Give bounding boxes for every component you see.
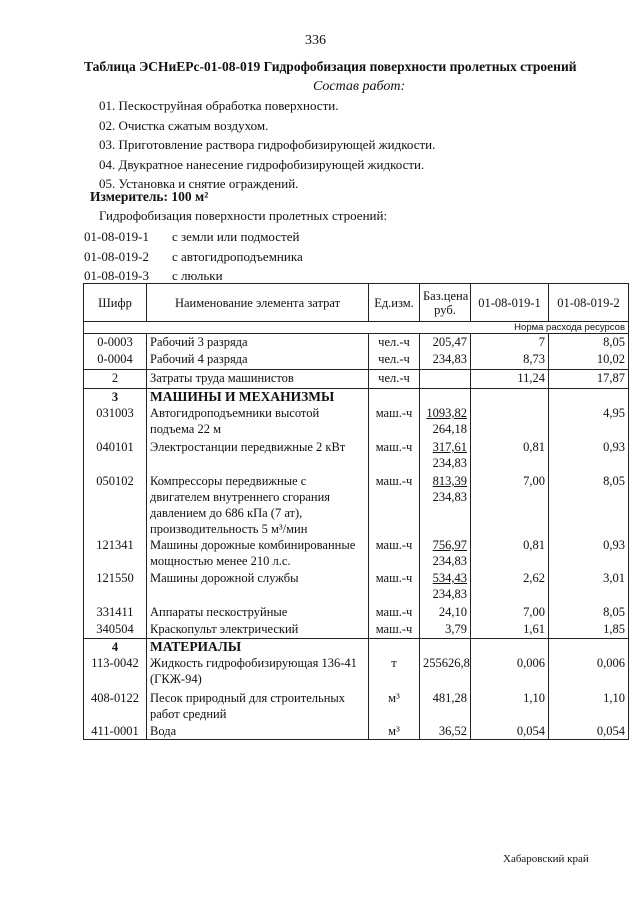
- footer-region: Хабаровский край: [503, 853, 589, 865]
- cell-unit: м³: [369, 723, 420, 740]
- cell-price: 3,79: [420, 621, 471, 639]
- cell-price: 205,47: [420, 334, 471, 352]
- cell-code: 031003: [84, 405, 147, 439]
- cell-price: [420, 370, 471, 389]
- price-secondary: 234,83: [432, 456, 467, 470]
- cell-code: 121550: [84, 570, 147, 604]
- table-row: [84, 570, 629, 604]
- table-row: [84, 405, 629, 439]
- header-cell: Ед.изм.: [369, 284, 420, 322]
- cell-v1: 7: [471, 334, 549, 352]
- table-row: [84, 723, 629, 740]
- cell-unit: маш.-ч: [369, 439, 420, 473]
- cell-price: 481,28: [420, 690, 471, 723]
- cell-code: 340504: [84, 621, 147, 639]
- cell-v1: 1,10: [471, 690, 549, 723]
- works-list: [99, 96, 435, 194]
- cell-name: Вода: [147, 723, 369, 740]
- cell-v2: 10,02: [549, 351, 629, 370]
- header-cell: 01-08-019-2: [549, 284, 629, 322]
- price-secondary: 264,18: [432, 422, 467, 436]
- cell-price: 36,52: [420, 723, 471, 740]
- cell-name: МАШИНЫ И МЕХАНИЗМЫ: [147, 389, 369, 406]
- cell-price: 234,83: [420, 351, 471, 370]
- cell-v1: 8,73: [471, 351, 549, 370]
- table-row: [84, 604, 629, 621]
- cell-unit: чел.-ч: [369, 351, 420, 370]
- cell-v1: 0,81: [471, 439, 549, 473]
- table-row: [84, 655, 629, 690]
- cell-code: 0-0003: [84, 334, 147, 352]
- cell-price: [420, 639, 471, 656]
- cell-v2: 0,93: [549, 537, 629, 570]
- cell-unit: маш.-ч: [369, 537, 420, 570]
- cell-name: Рабочий 4 разряда: [147, 351, 369, 370]
- header-cell: Шифр: [84, 284, 147, 322]
- price-value: 1093,82: [426, 406, 467, 420]
- cell-name: МАТЕРИАЛЫ: [147, 639, 369, 656]
- cell-price: [420, 537, 471, 570]
- cell-v2: 17,87: [549, 370, 629, 389]
- price-secondary: 234,83: [432, 490, 467, 504]
- cell-unit: маш.-ч: [369, 604, 420, 621]
- cell-code: 4: [84, 639, 147, 656]
- cell-unit: маш.-ч: [369, 570, 420, 604]
- table-row: [84, 439, 629, 473]
- table-header-row: [84, 284, 629, 322]
- norm-label: Норма расхода ресурсов: [84, 322, 629, 334]
- cell-name: Компрессоры передвижные с двигателем внутреннего сгорания давлением до 686 кПа (7 ат), производительность 5 м³/мин: [147, 473, 369, 537]
- cell-name: Жидкость гидрофобизирующая 136-41 (ГКЖ-94): [147, 655, 369, 690]
- cell-name: Песок природный для строительных работ средний: [147, 690, 369, 723]
- resources-table: [83, 283, 629, 740]
- cell-v1: 0,81: [471, 537, 549, 570]
- cell-unit: маш.-ч: [369, 405, 420, 439]
- cell-v2: [549, 639, 629, 656]
- cell-code: 050102: [84, 473, 147, 537]
- cell-name: Краскопульт электрический: [147, 621, 369, 639]
- cell-code: 121341: [84, 537, 147, 570]
- cell-v1: 7,00: [471, 473, 549, 537]
- cell-v2: 3,01: [549, 570, 629, 604]
- cell-price: 24,10: [420, 604, 471, 621]
- variants-list: [84, 227, 303, 286]
- table-row: [84, 389, 629, 406]
- cell-v2: 1,10: [549, 690, 629, 723]
- table-row: [84, 351, 629, 370]
- cell-v2: [549, 389, 629, 406]
- cell-unit: чел.-ч: [369, 370, 420, 389]
- cell-v2: 8,05: [549, 334, 629, 352]
- work-item: 03. Приготовление раствора гидрофобизирующей жидкости.: [99, 137, 436, 152]
- cell-v2: 8,05: [549, 604, 629, 621]
- work-item: 02. Очистка сжатым воздухом.: [99, 117, 269, 133]
- variant: 01-08-019-1 с земли или подмостей: [84, 229, 300, 244]
- table-title: Таблица ЭСНиЕРс-01-08-019 Гидрофобизация поверхности пролетных строений: [84, 59, 577, 74]
- cell-code: 408-0122: [84, 690, 147, 723]
- table-row: [84, 537, 629, 570]
- page-number: 336: [305, 33, 326, 48]
- price-secondary: 234,83: [432, 554, 467, 568]
- header-cell: Наименование элемента затрат: [147, 284, 369, 322]
- cell-code: 331411: [84, 604, 147, 621]
- table-row: [84, 334, 629, 352]
- cell-name: Затраты труда машинистов: [147, 370, 369, 389]
- cell-price: [420, 570, 471, 604]
- cell-name: Аппараты пескоструйные: [147, 604, 369, 621]
- table-row: [84, 690, 629, 723]
- work-item: 05. Установка и снятие ограждений.: [99, 176, 299, 191]
- cell-v1: 7,00: [471, 604, 549, 621]
- price-value: 317,61: [432, 440, 467, 454]
- cell-name: Электростанции передвижные 2 кВт: [147, 439, 369, 473]
- header-cell: Баз.цена руб.: [420, 284, 471, 322]
- cell-v2: 0,006: [549, 655, 629, 690]
- work-item: 04. Двукратное нанесение гидрофобизирующей жидкости.: [99, 156, 425, 172]
- price-secondary: 234,83: [432, 587, 467, 601]
- cell-code: 411-0001: [84, 723, 147, 740]
- subtitle: Гидрофобизация поверхности пролетных строений:: [99, 208, 388, 223]
- cell-v1: 2,62: [471, 570, 549, 604]
- cell-unit: т: [369, 655, 420, 690]
- cell-code: 3: [84, 389, 147, 406]
- cell-unit: маш.-ч: [369, 621, 420, 639]
- cell-v2: 0,054: [549, 723, 629, 740]
- cell-price: [420, 473, 471, 537]
- cell-name: Рабочий 3 разряда: [147, 334, 369, 352]
- cell-price: 255626,8: [420, 655, 471, 690]
- cell-v1: 1,61: [471, 621, 549, 639]
- cell-v2: 8,05: [549, 473, 629, 537]
- price-value: 534,43: [432, 571, 467, 585]
- cell-price: [420, 389, 471, 406]
- cell-code: 2: [84, 370, 147, 389]
- cell-price: [420, 405, 471, 439]
- variant: 01-08-019-2 с автогидроподъемника: [84, 248, 303, 264]
- cell-price: [420, 439, 471, 473]
- cell-v2: 1,85: [549, 621, 629, 639]
- cell-unit: [369, 639, 420, 656]
- composition-title: Состав работ:: [313, 79, 406, 94]
- header-cell: 01-08-019-1: [471, 284, 549, 322]
- table-row: [84, 473, 629, 537]
- cell-v1: [471, 389, 549, 406]
- price-value: 813,39: [432, 474, 467, 488]
- meter: Измеритель: 100 м²: [90, 189, 209, 204]
- cell-v1: 0,006: [471, 655, 549, 690]
- cell-name: Машины дорожные комбинированные мощностью менее 210 л.с.: [147, 537, 369, 570]
- cell-unit: м³: [369, 690, 420, 723]
- cell-name: Автогидроподъемники высотой подъема 22 м: [147, 405, 369, 439]
- work-item: 01. Пескоструйная обработка поверхности.: [99, 98, 339, 113]
- variant: 01-08-019-3 с люльки: [84, 268, 223, 283]
- cell-v1: 0,054: [471, 723, 549, 740]
- table-row: [84, 621, 629, 639]
- cell-code: 113-0042: [84, 655, 147, 690]
- price-value: 756,97: [432, 538, 467, 552]
- cell-name: Машины дорожной службы: [147, 570, 369, 604]
- cell-code: 040101: [84, 439, 147, 473]
- table-row: [84, 370, 629, 389]
- cell-code: 0-0004: [84, 351, 147, 370]
- cell-unit: [369, 389, 420, 406]
- cell-unit: чел.-ч: [369, 334, 420, 352]
- cell-v2: 0,93: [549, 439, 629, 473]
- cell-v1: 11,24: [471, 370, 549, 389]
- table-row: [84, 639, 629, 656]
- cell-v1: [471, 639, 549, 656]
- cell-v1: [471, 405, 549, 439]
- cell-unit: маш.-ч: [369, 473, 420, 537]
- cell-v2: 4,95: [549, 405, 629, 439]
